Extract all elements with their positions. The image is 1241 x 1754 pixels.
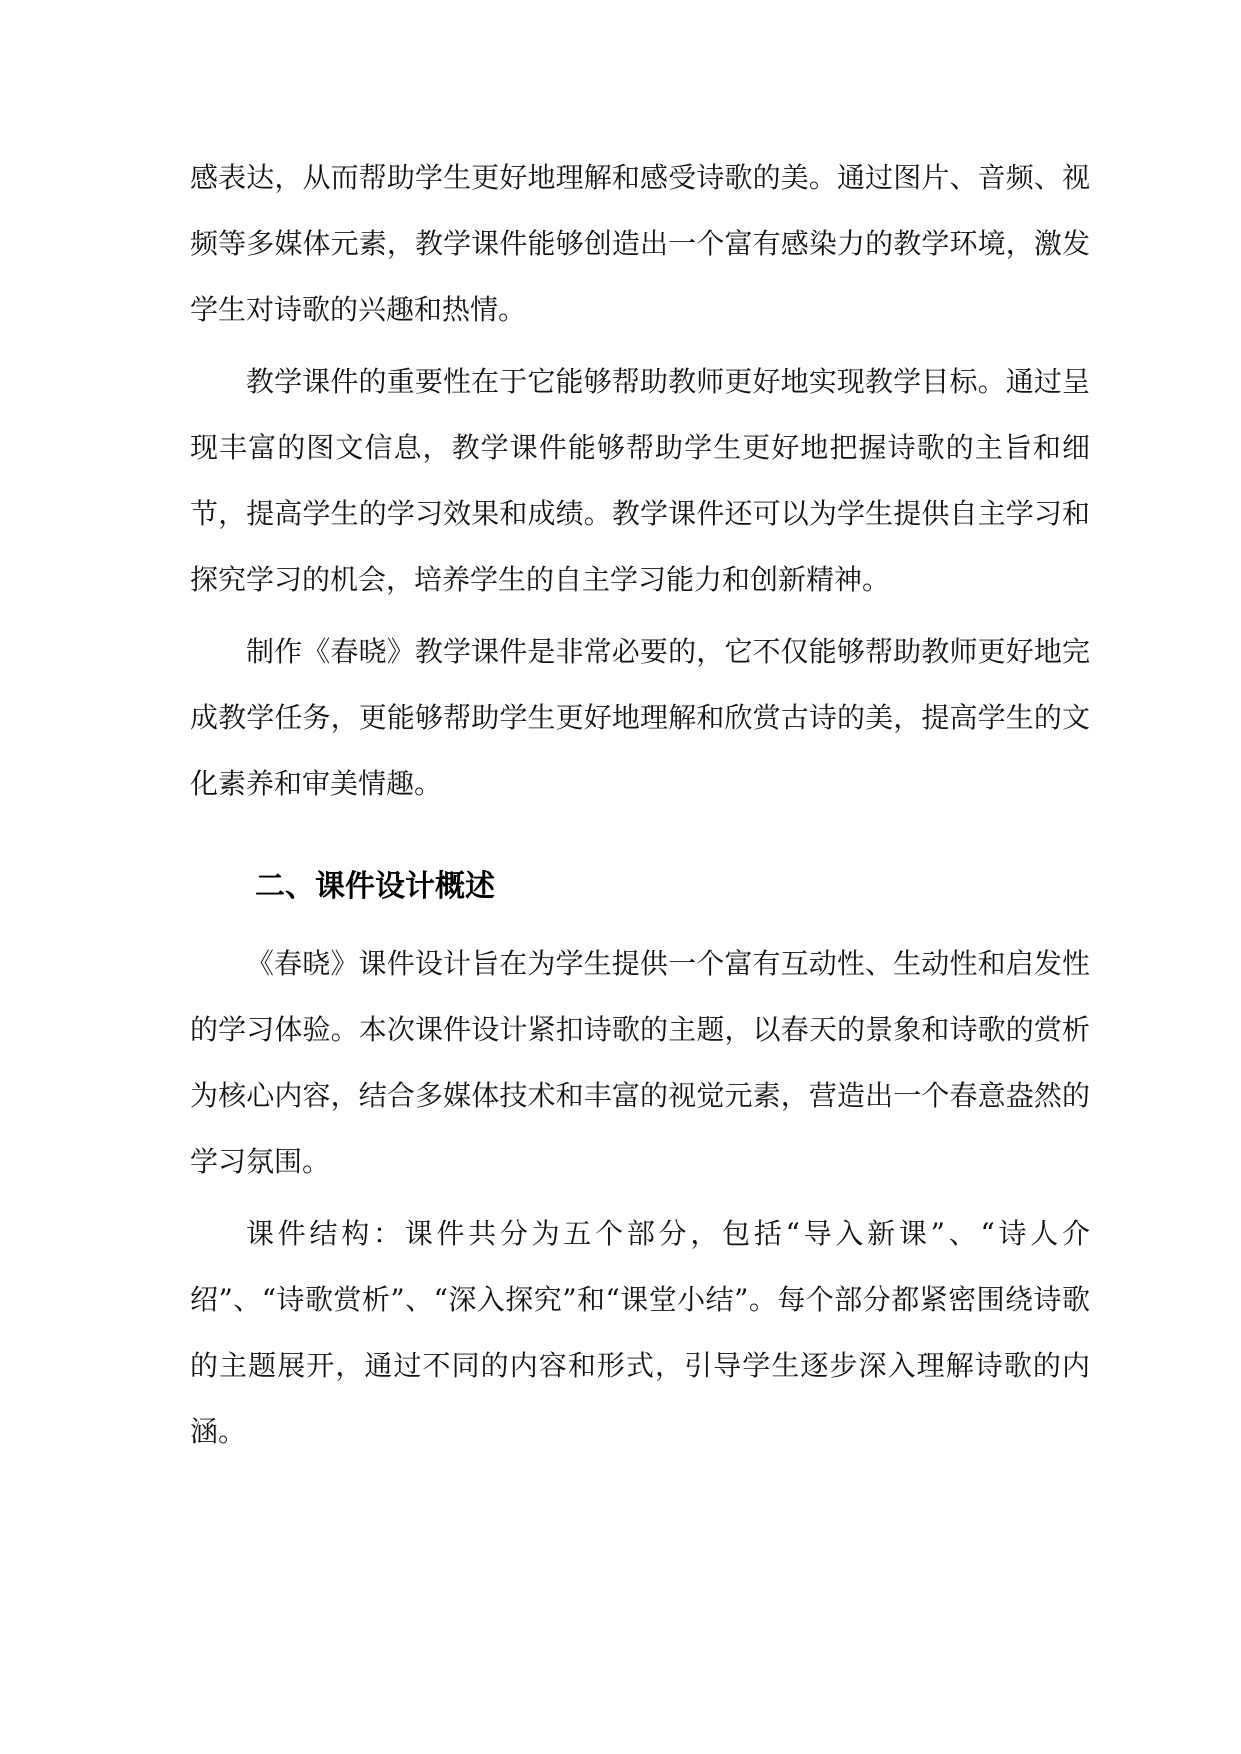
- document-body: [190, 145, 1090, 1465]
- paragraph-courseware-structure: 课件结构：课件共分为五个部分，包括“导入新课”、“诗人介绍”、“诗歌赏析”、“深入探究”和“课堂小结”。每个部分都紧密围绕诗歌的主题展开，通过不同的内容和形式，引导学生逐步深入理解诗歌的内涵。: [190, 1217, 1090, 1448]
- heading-gap: [190, 817, 1090, 853]
- heading-gap: [190, 921, 1090, 931]
- paragraph-importance: 教学课件的重要性在于它能够帮助教师更好地实现教学目标。通过呈现丰富的图文信息，教学课件能够帮助学生更好地把握诗歌的主旨和细节，提高学生的学习效果和成绩。教学课件还可以为学生提供自主学习和探究学习的机会，培养学生的自主学习能力和创新精神。: [190, 365, 1090, 596]
- section-heading: 二、课件设计概述: [255, 869, 495, 904]
- paragraph-continuation: 感表达，从而帮助学生更好地理解和感受诗歌的美。通过图片、音频、视频等多媒体元素，教学课件能够创造出一个富有感染力的教学环境，激发学生对诗歌的兴趣和热情。: [190, 161, 1090, 326]
- paragraph-design-overview: 《春晓》课件设计旨在为学生提供一个富有互动性、生动性和启发性的学习体验。本次课件设计紧扣诗歌的主题，以春天的景象和诗歌的赏析为核心内容，结合多媒体技术和丰富的视觉元素，营造出一个春意盎然的学习氛围。: [190, 947, 1090, 1178]
- paragraph-necessity: 制作《春晓》教学课件是非常必要的，它不仅能够帮助教师更好地完成教学任务，更能够帮助学生更好地理解和欣赏古诗的美，提高学生的文化素养和审美情趣。: [190, 635, 1090, 800]
